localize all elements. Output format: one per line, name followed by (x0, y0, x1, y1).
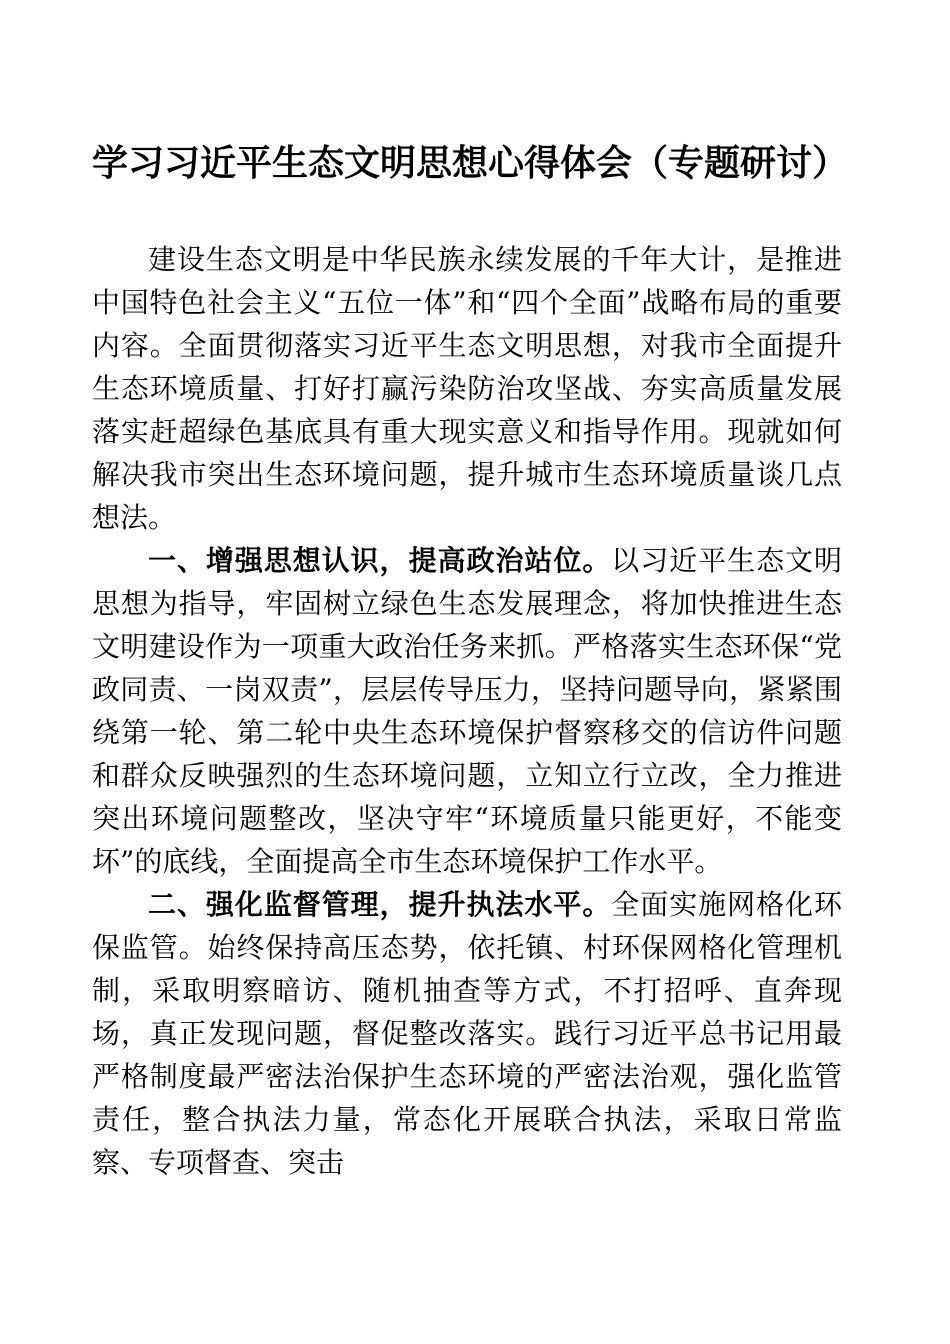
paragraph-intro (92, 238, 842, 539)
paragraph-text: 全面实施网格化环保监管。始终保持高压态势，依托镇、村环保网格化管理机制，采取明察暗访、随机抽查等方式，不打招呼、直奔现场，真正发现问题，督促整改落实。践行习近平总书记用最严格制度最严密法治保护生态环境的严密法治观，强化监管责任，整合执法力量，常态化开展联合执法，采取日常监察、专项督查、突击 (92, 888, 842, 1179)
paragraph-section-2 (92, 883, 842, 1184)
paragraph-text: 以习近平生态文明思想为指导，牢固树立绿色生态发展理念，将加快推进生态文明建设作为一项重大政治任务来抓。严格落实生态环保“党政同责、一岗双责”，层层传导压力，坚持问题导向，紧紧围绕第一轮、第二轮中央生态环境保护督察移交的信访件问题和群众反映强烈的生态环境问题，立知立行立改，全力推进突出环境问题整改，坚决守牢“环境质量只能更好，不能变坏”的底线，全面提高全市生态环境保护工作水平。 (92, 544, 842, 878)
paragraph-text: 建设生态文明是中华民族永续发展的千年大计，是推进中国特色社会主义“五位一体”和“四个全面”战略布局的重要内容。全面贯彻落实习近平生态文明思想，对我市全面提升生态环境质量、打好打赢污染防治攻坚战、夯实高质量发展落实赶超绿色基底具有重大现实意义和指导作用。现就如何解决我市突出生态环境问题，提升城市生态环境质量谈几点想法。 (92, 243, 842, 534)
document-title: 学习习近平生态文明思想心得体会（专题研讨） (92, 142, 849, 184)
paragraph-section-1 (92, 539, 842, 883)
section-1-heading: 一、增强思想认识，提高政治站位。 (148, 544, 612, 577)
section-2-heading: 二、强化监督管理，提升执法水平。 (148, 888, 612, 921)
